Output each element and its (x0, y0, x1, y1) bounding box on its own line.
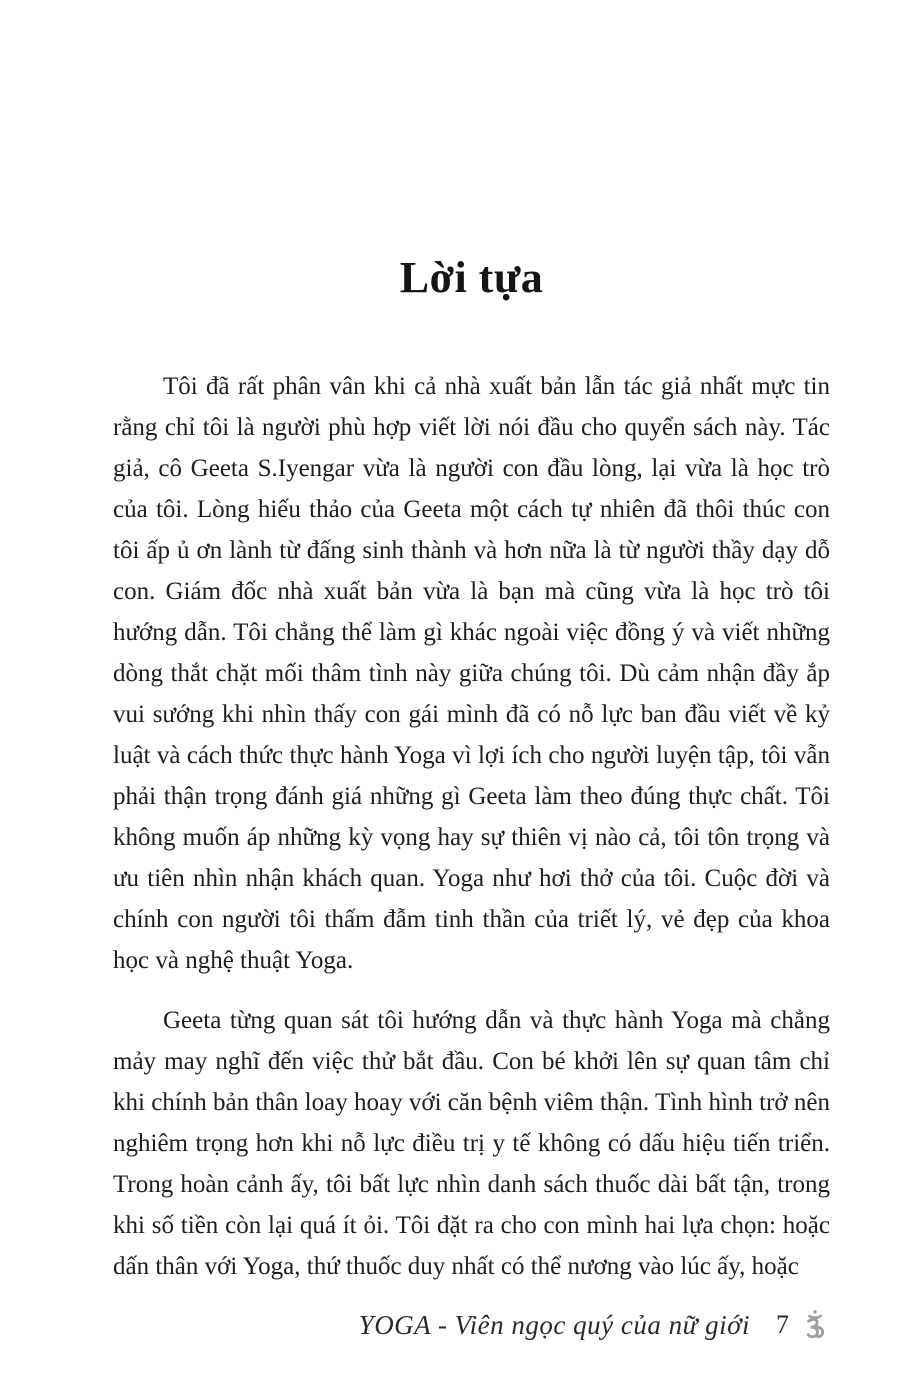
page-body (113, 366, 830, 1287)
running-book-title: YOGA - Viên ngọc quý của nữ giới (358, 1309, 750, 1340)
paragraph: Tôi đã rất phân vân khi cả nhà xuất bản lẫn tác giả nhất mực tin rằng chỉ tôi là người phù hợp viết lời nói đầu cho quyển sách này. Tác giả, cô Geeta S.Iyengar vừa là người con đầu lòng, lại vừa là học trò của tôi. Lòng hiếu thảo của Geeta một cách tự nhiên đã thôi thúc con tôi ấp ủ ơn lành từ đấng sinh thành và hơn nữa là từ người thầy dạy dỗ con. Giám đốc nhà xuất bản vừa là bạn mà cũng vừa là học trò tôi hướng dẫn. Tôi chẳng thể làm gì khác ngoài việc đồng ý và viết những dòng thắt chặt mối thâm tình này giữa chúng tôi. Dù cảm nhận đầy ắp vui sướng khi nhìn thấy con gái mình đã có nỗ lực ban đầu viết về kỷ luật và cách thức thực hành Yoga vì lợi ích cho người luyện tập, tôi vẫn phải thận trọng đánh giá những gì Geeta làm theo đúng thực chất. Tôi không muốn áp những kỳ vọng hay sự thiên vị nào cả, tôi tôn trọng và ưu tiên nhìn nhận khách quan. Yoga như hơi thở của tôi. Cuộc đời và chính con người tôi thấm đẫm tinh thần của triết lý, vẻ đẹp của khoa học và nghệ thuật Yoga. (113, 373, 830, 974)
page-number: 7 (776, 1310, 789, 1339)
page-footer (359, 1308, 832, 1342)
paragraph: Geeta từng quan sát tôi hướng dẫn và thực hành Yoga mà chẳng mảy may nghĩ đến việc thử bắt đầu. Con bé khởi lên sự quan tâm chỉ khi chính bản thân loay hoay với căn bệnh viêm thận. Tình hình trở nên nghiêm trọng hơn khi nỗ lực điều trị y tế không có dấu hiệu tiến triển. Trong hoàn cảnh ấy, tôi bất lực nhìn danh sách thuốc dài bất tận, trong khi số tiền còn lại quá ít ỏi. Tôi đặt ra cho con mình hai lựa chọn: hoặc dấn thân với Yoga, thứ thuốc duy nhất có thể nương vào lúc ấy, hoặc (113, 1007, 830, 1280)
om-symbol-icon (798, 1308, 832, 1342)
page-title: Lời tựa (399, 253, 544, 302)
